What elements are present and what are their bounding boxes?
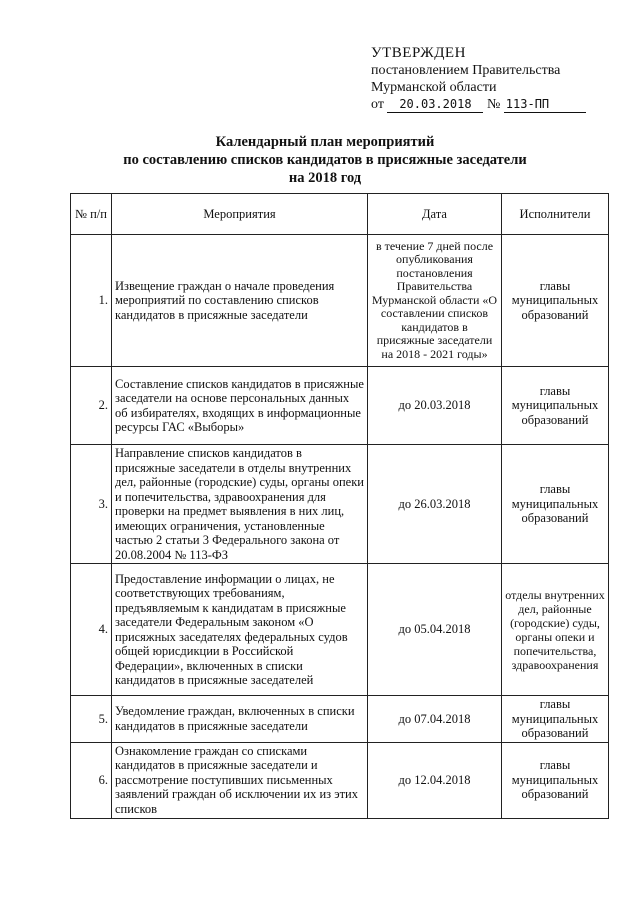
table-row — [71, 367, 609, 445]
header-event: Мероприятия — [112, 194, 368, 235]
heading-line-3: на 2018 год — [288, 170, 362, 186]
row-event: Ознакомление граждан со списками кандидатов в присяжные заседатели и рассмотрение поступивших письменных заявлений граждан об исключении их из этих списков — [112, 742, 368, 818]
row-num: 4. — [71, 564, 112, 696]
plan-table — [70, 193, 609, 819]
row-executors: главы муниципальных образований — [502, 235, 609, 367]
row-event: Направление списков кандидатов в присяжные заседатели в отделы внутренних дел, районные (городские) суды, органы опеки и попечительства, здравоохранения для проверки на предмет выявления в них лиц, имеющих ограничения, установленные частью 2 статьи 3 Федерального закона от 20.08.2004 № 113-ФЗ — [112, 445, 368, 564]
row-num: 5. — [71, 696, 112, 743]
row-date: до 07.04.2018 — [368, 696, 502, 743]
table-header-row — [71, 194, 609, 235]
header-num: № п/п — [71, 194, 112, 235]
header-executors: Исполнители — [502, 194, 609, 235]
row-num: 2. — [71, 367, 112, 445]
row-executors: главы муниципальных образований — [502, 445, 609, 564]
row-executors: главы муниципальных образований — [502, 696, 609, 743]
approval-date-line — [371, 96, 621, 113]
row-event: Предоставление информации о лицах, не соответствующих требованиям, предъявляемым к кандидатам в присяжные заседатели Федеральным законом «О присяжных заседателях федеральных судов общей юрисдикции в Российской Федерации», включенных в списки кандидатов в присяжные заседателей — [112, 564, 368, 696]
row-num: 1. — [71, 235, 112, 367]
row-date: в течение 7 дней после опубликования постановления Правительства Мурманской области «О составлении списков кандидатов в присяжные заседатели на 2018 - 2021 годы» — [368, 235, 502, 367]
row-executors: главы муниципальных образований — [502, 742, 609, 818]
row-date: до 05.04.2018 — [368, 564, 502, 696]
approval-title: УТВЕРЖДЕН — [371, 45, 466, 61]
row-executors: главы муниципальных образований — [502, 367, 609, 445]
approval-number: 113-ПП — [504, 97, 586, 113]
approval-line-2: Мурманской области — [371, 80, 497, 95]
table-row — [71, 235, 609, 367]
table-row — [71, 564, 609, 696]
table-row — [71, 696, 609, 743]
approval-stamp — [371, 45, 621, 113]
row-date: до 26.03.2018 — [368, 445, 502, 564]
date-prefix: от — [371, 97, 384, 112]
header-date: Дата — [368, 194, 502, 235]
heading-line-1: Календарный план мероприятий — [215, 134, 435, 150]
row-event: Составление списков кандидатов в присяжные заседатели на основе персональных данных об избирателях, входящих в информационные ресурсы ГАС «Выборы» — [112, 367, 368, 445]
number-prefix: № — [486, 97, 501, 112]
row-num: 6. — [71, 742, 112, 818]
row-date: до 20.03.2018 — [368, 367, 502, 445]
row-executors: отделы внутренних дел, районные (городские) суды, органы опеки и попечительства, здравоохранения — [502, 564, 609, 696]
row-event: Извещение граждан о начале проведения мероприятий по составлению списков кандидатов в присяжные заседатели — [112, 235, 368, 367]
heading-line-2: по составлению списков кандидатов в присяжные заседатели — [123, 152, 527, 168]
table-row — [71, 445, 609, 564]
table-row — [71, 742, 609, 818]
document-heading — [100, 133, 550, 187]
row-num: 3. — [71, 445, 112, 564]
row-date: до 12.04.2018 — [368, 742, 502, 818]
approval-date: 20.03.2018 — [387, 97, 483, 113]
approval-line-1: постановлением Правительства — [371, 63, 561, 78]
row-event: Уведомление граждан, включенных в списки кандидатов в присяжные заседатели — [112, 696, 368, 743]
